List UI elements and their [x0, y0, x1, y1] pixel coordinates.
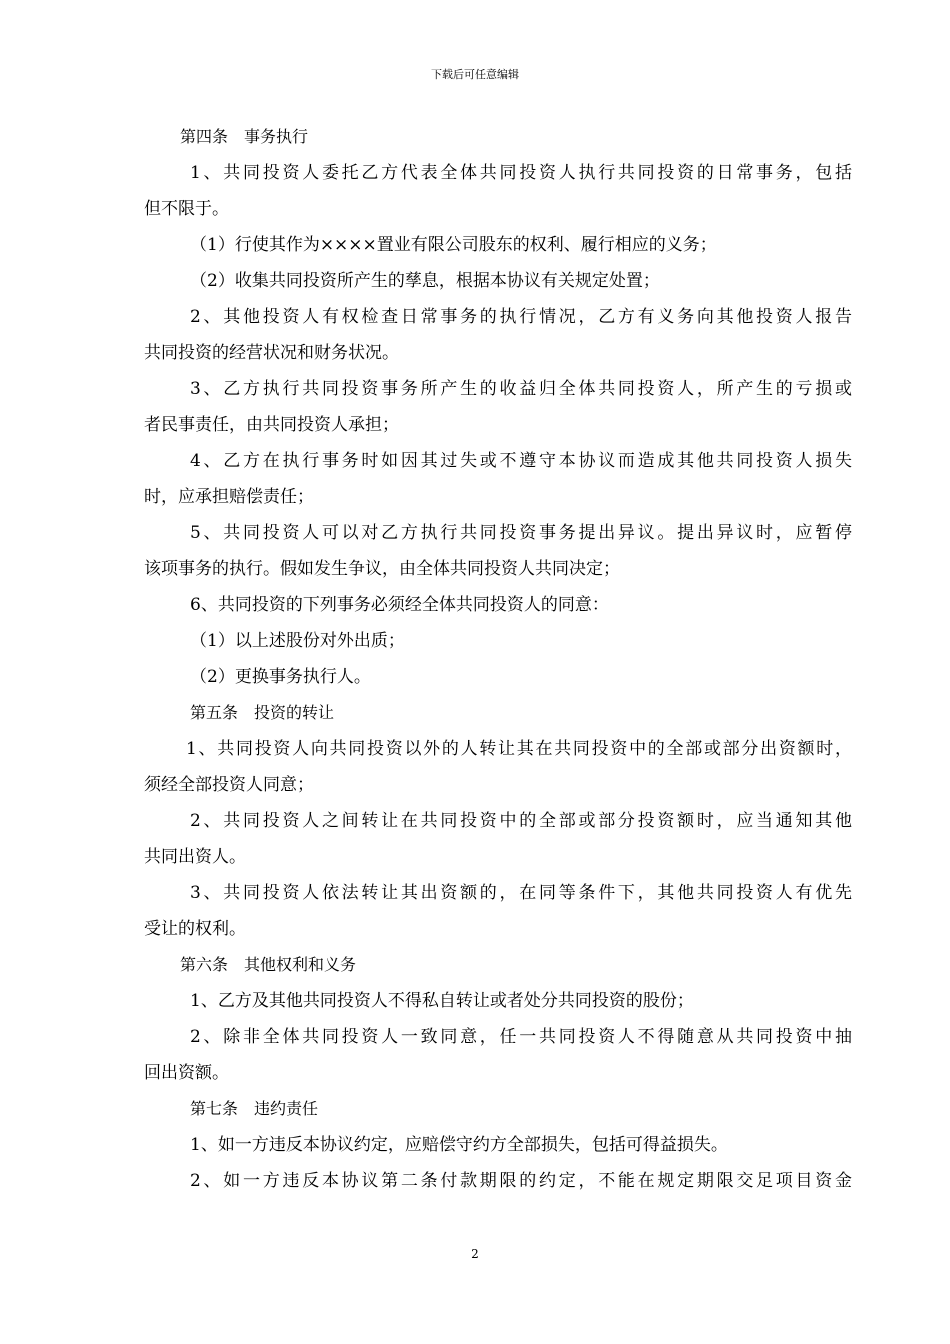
section-heading: 第七条 违约责任 — [190, 1099, 319, 1118]
paragraph-line: 2、如一方违反本协议第二条付款期限的约定，不能在规定期限交足项目资金 — [190, 1171, 852, 1191]
paragraph-line: （1）行使其作为××××置业有限公司股东的权利、履行相应的义务； — [190, 235, 717, 255]
paragraph-line: 6、共同投资的下列事务必须经全体共同投资人的同意： — [190, 595, 609, 615]
paragraph-line: 1、共同投资人向共同投资以外的人转让其在共同投资中的全部或部分出资额时， — [186, 739, 852, 759]
paragraph-line: 1、乙方及其他共同投资人不得私自转让或者处分共同投资的股份； — [190, 991, 694, 1011]
section-heading: 第五条 投资的转让 — [190, 703, 335, 722]
paragraph-line: 1、如一方违反本协议约定，应赔偿守约方全部损失，包括可得益损失。 — [190, 1135, 728, 1155]
paragraph-line: 共同出资人。 — [144, 847, 246, 867]
paragraph-line: 回出资额。 — [144, 1063, 229, 1083]
section-heading: 第四条 事务执行 — [180, 127, 309, 146]
paragraph-line: 该项事务的执行。假如发生争议，由全体共同投资人共同决定； — [144, 559, 620, 579]
paragraph-line: 但不限于。 — [144, 199, 229, 219]
document-body — [144, 119, 852, 1199]
paragraph-line: 3、共同投资人依法转让其出资额的，在同等条件下，其他共同投资人有优先 — [190, 883, 852, 903]
paragraph-line: 4、乙方在执行事务时如因其过失或不遵守本协议而造成其他共同投资人损失 — [190, 451, 852, 471]
page-header: 下载后可任意编辑 — [431, 68, 519, 81]
page-number: 2 — [471, 1247, 479, 1261]
paragraph-line: （1）以上述股份对外出质； — [190, 631, 405, 651]
paragraph-line: 共同投资的经营状况和财务状况。 — [144, 343, 399, 363]
paragraph-line: （2）收集共同投资所产生的孳息，根据本协议有关规定处置； — [190, 271, 660, 291]
paragraph-line: 受让的权利。 — [144, 919, 246, 939]
paragraph-line: 1、共同投资人委托乙方代表全体共同投资人执行共同投资的日常事务，包括 — [190, 163, 852, 183]
paragraph-line: 2、共同投资人之间转让在共同投资中的全部或部分投资额时，应当通知其他 — [190, 811, 852, 831]
paragraph-line: 须经全部投资人同意； — [144, 775, 314, 795]
section-heading: 第六条 其他权利和义务 — [180, 955, 357, 974]
paragraph-line: 5、共同投资人可以对乙方执行共同投资事务提出异议。提出异议时，应暂停 — [190, 523, 852, 543]
paragraph-line: 者民事责任，由共同投资人承担； — [144, 415, 399, 435]
paragraph-line: 2、其他投资人有权检查日常事务的执行情况，乙方有义务向其他投资人报告 — [190, 307, 852, 327]
paragraph-line: 2、除非全体共同投资人一致同意，任一共同投资人不得随意从共同投资中抽 — [190, 1027, 852, 1047]
paragraph-line: 3、乙方执行共同投资事务所产生的收益归全体共同投资人，所产生的亏损或 — [190, 379, 852, 399]
paragraph-line: 时，应承担赔偿责任； — [144, 487, 314, 507]
paragraph-line: （2）更换事务执行人。 — [190, 667, 371, 687]
